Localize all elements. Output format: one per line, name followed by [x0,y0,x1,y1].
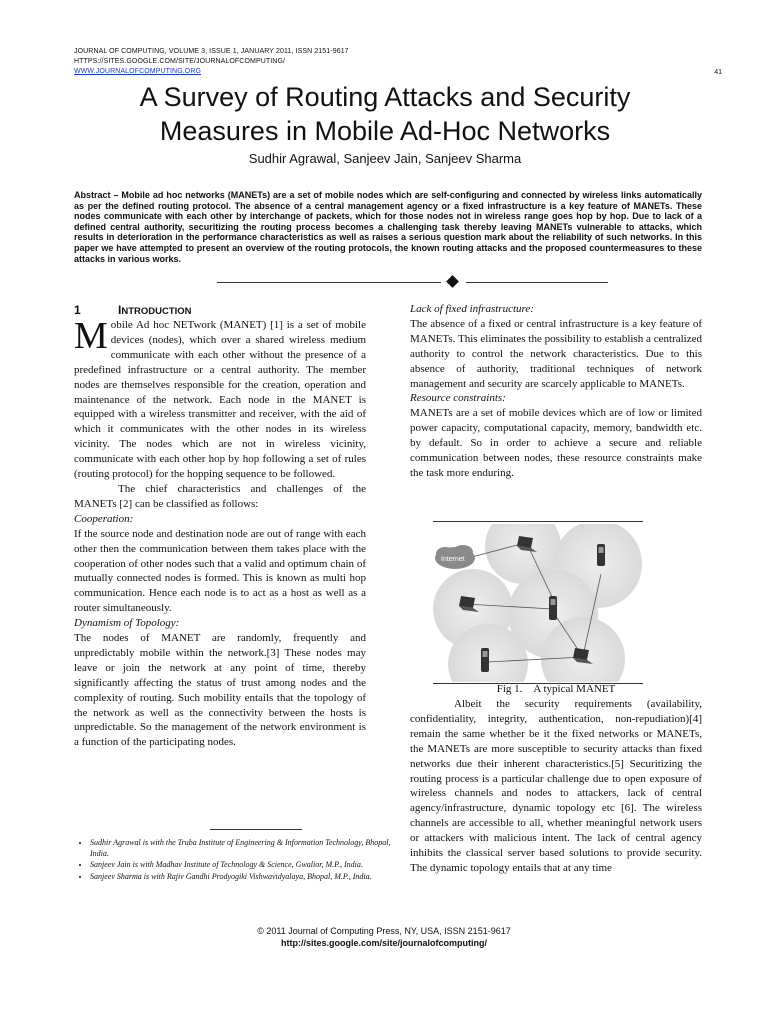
abstract: Abstract – Mobile ad hoc networks (MANETs) are a set of mobile nodes which are self-configuring and connected by wireless links automatically as per the defined routing protocol. The absence of a central management agency or a fixed infrastructure is a key feature of MANETs. These nodes communicate with each other by interchange of packets, which for those nodes not in wireless range goes hop by hop. Due to lack of a defined central authority, securitizing the routing process becomes a challenging task thereby leaving MANETs vulnerable to attacks, which results in deterioration in the performance characteristics as well as raises a serious question mark about the reliability of such networks. In this paper we have attempted to present an overview of the routing protocols, the known routing attacks and the proposed countermeasures to these attacks in various works. [74,190,702,264]
security-paragraph: Albeit the security requirements (availability, confidentiality, integrity, authentication, non-repudiation)[4] remain the same whether be it the fixed networks or MANETs, the MANETs are more susceptible to security attacks than fixed networks due their inherent characteristics.[5] Securitizing the routing process is a particular challenge due to open exposure of wireless channels and nodes to attackers, lack of central agency/infrastructure, dynamic topology etc [6]. The wireless channels are accessible to all, whether meaningful network users or attackers with malicious intent. The lack of central agency inhibits the classical server based solutions to provide security. The dynamic topology entails that at any time [410,698,702,874]
figure-caption-number: Fig 1. [496,683,523,695]
title-line-1: A Survey of Routing Attacks and Security [139,82,631,112]
right-column-top [410,302,702,481]
authors: Sudhir Agrawal, Sanjeev Jain, Sanjeev Sharma [248,151,522,166]
footnote-item: • Sanjeev Jain is with Madhav Institute of Technology & Science, Gwalior, M.P., India. [90,860,394,871]
footnote-rule [210,829,302,830]
footnote-item: • Sudhir Agrawal is with the Truba Institute of Engineering & Information Technology, Bhopal, India. [90,838,394,859]
drop-cap: M [74,315,108,357]
section-title-rest: NTRODUCTION [121,306,192,317]
diamond-icon [446,275,459,288]
footer-url: http://sites.google.com/site/journalofcomputing/ [280,938,487,948]
section-divider [74,276,702,288]
resource-constraints-text: MANETs are a set of mobile devices which are of low or limited power capacity, computational capacity, memory, bandwidth etc. by default. So in order to achieve a secure and reliable communication between nodes, these resource constraints make the task more enduring. [410,407,702,479]
mobile-phone-icon [597,544,605,566]
manet-diagram [433,524,643,682]
internet-cloud-icon [435,545,475,569]
figure-caption-text: A typical MANET [533,683,616,695]
resource-constraints-heading: Resource constraints: [410,392,506,405]
fixed-infrastructure-text: The absence of a fixed or central infrastructure is a key feature of MANETs. This eliminates the possibility to establish a centralized authority to control the network characteristics. Due to this absence of authority, traditional techniques of network management and security are scarcely applicable to MANETs. [410,317,702,390]
footnote-item: • Sanjeev Sharma is with Rajiv Gandhi Prodyogiki Vishwavidyalaya, Bhopal, M.P., India. [90,872,394,883]
mobile-phone-icon [481,648,489,672]
dynamism-heading: Dynamism of Topology: [74,617,180,630]
section-title-first: I [118,303,122,317]
footer-copyright: © 2011 Journal of Computing Press, NY, USA, ISSN 2151-9617 [257,926,511,936]
dynamism-text: The nodes of MANET are randomly, frequently and unpredictably mobile within the network.[3] These nodes may leave or join the network at any point of time, thereby significantly affecting the status of trust among nodes and the complexity of routing. Such mobility entails that the topology of the network as well as the connectivity between the hosts is unpredictable. So the management of the network environment is a function of the participating nodes. [74,632,366,749]
figure-caption [410,683,702,695]
left-column [74,315,366,750]
right-column-bottom [410,697,702,876]
intro-paragraph: Mobile Ad hoc NETwork (MANET) [1] is a set of mobile devices (nodes), which over a shared wireless medium communicate with each other without the presence of a predefined infrastructure or a central authority. The member nodes are themselves responsible for the creation, operation and maintenance of the network. Each node in the MANET is equipped with a wireless transmitter and receiver, with the aid of which it communicates with the other nodes in its wireless vicinity. The nodes which are not in wireless vicinity, communicate with each other hop by hop following a set of rules (routing protocol) for the hopping sequence to be followed. [74,315,366,481]
figure-rule-top [433,521,643,522]
title-line-2: Measures in Mobile Ad-Hoc Networks [159,116,611,146]
cooperation-heading: Cooperation: [74,512,134,525]
journal-url: HTTPS://SITES.GOOGLE.COM/SITE/JOURNALOFCOMPUTING/ [74,58,286,65]
internet-label: Internet [441,556,465,563]
section-number: 1 [74,303,81,317]
footnotes [74,838,394,883]
journal-header: JOURNAL OF COMPUTING, VOLUME 3, ISSUE 1, JANUARY 2011, ISSN 2151-9617 [74,48,349,55]
classification-paragraph: The chief characteristics and challenges of the MANETs [2] can be classified as follows: [74,482,366,510]
fixed-infrastructure-heading: Lack of fixed infrastructure: [410,303,534,315]
cooperation-text: If the source node and destination node are out of range with each other then the communication between them takes place with the cooperation of other nodes such that a valid and optimum chain of mutually connected nodes is formed. This is known as multi hop communication. Hence each node is to act as a host as well as a router simultaneously. [74,527,366,615]
paper-title [60,80,710,148]
page-number: 41 [714,69,722,76]
mobile-phone-icon [549,596,557,620]
journal-website-link[interactable]: WWW.JOURNALOFCOMPUTING.ORG [74,68,202,75]
